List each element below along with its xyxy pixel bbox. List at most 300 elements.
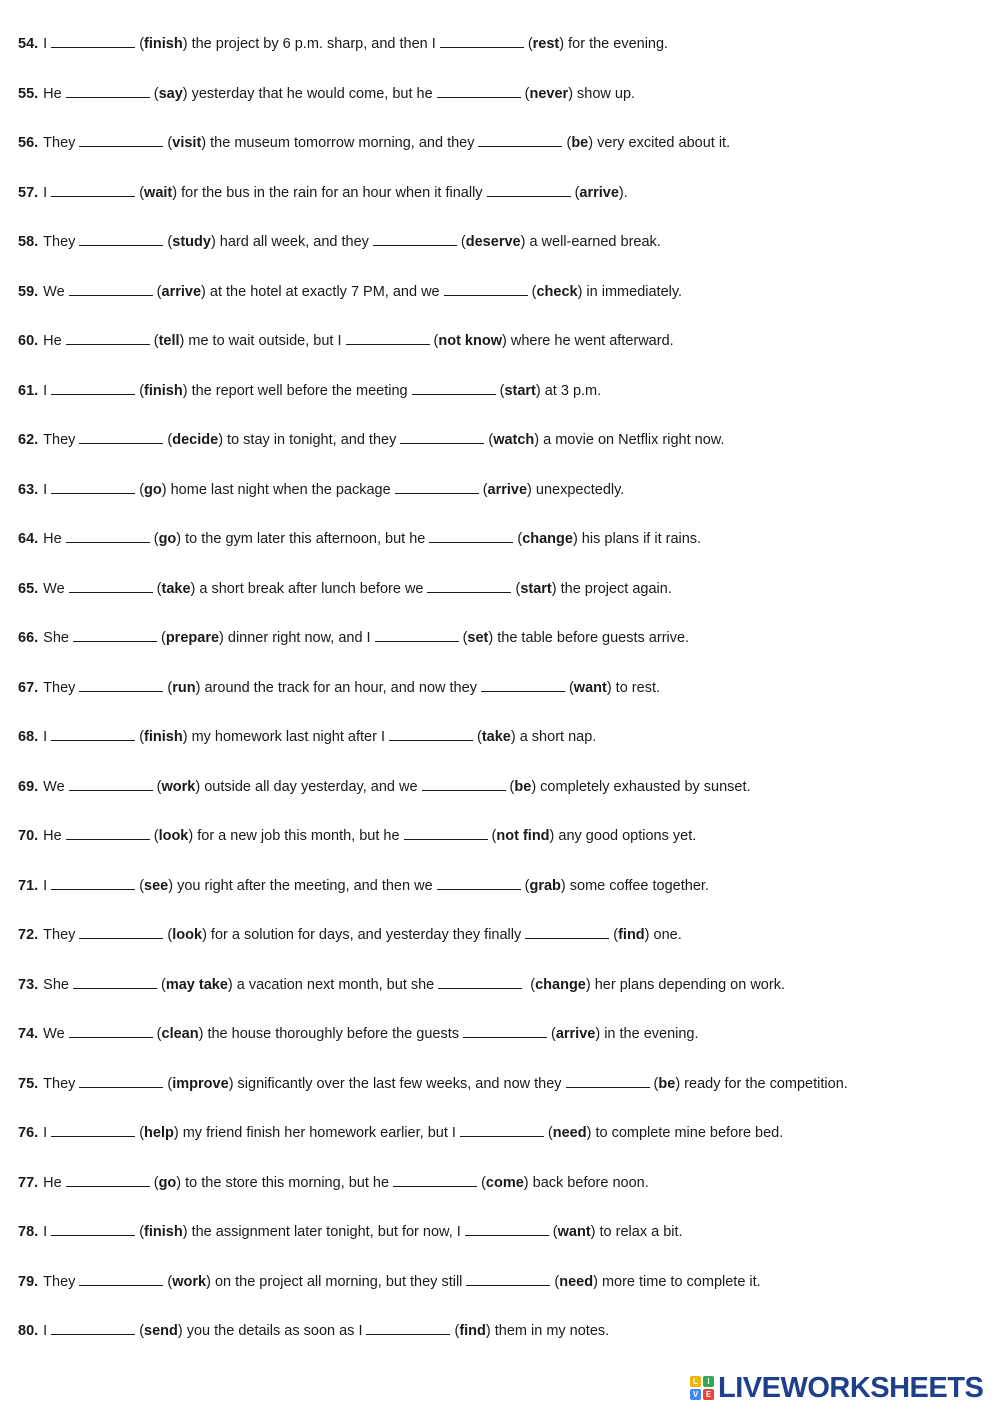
exercise-item xyxy=(18,874,709,898)
sentence-text: ) the house thoroughly before the guests xyxy=(198,1026,459,1042)
sentence-text: ) yesterday that he would come, but he xyxy=(182,85,433,102)
sentence-text: ) me to wait outside, but I xyxy=(179,333,342,349)
sentence-text: ( xyxy=(156,778,162,795)
sentence-text: ) the table before guests arrive. xyxy=(488,630,690,646)
exercise-number: 79. xyxy=(18,1273,39,1290)
exercise-item xyxy=(18,1270,761,1294)
logo-mark-letter: I xyxy=(703,1376,714,1387)
verb-hint: start xyxy=(504,382,536,399)
sentence-text: ( xyxy=(574,184,580,201)
answer-blank-2[interactable] xyxy=(444,281,528,296)
sentence-text: ( xyxy=(167,234,173,250)
sentence-text: ) home last night when the package xyxy=(161,481,391,498)
exercise-number: 62. xyxy=(18,432,39,448)
answer-blank-1[interactable] xyxy=(79,1073,163,1088)
sentence-text: ). xyxy=(618,184,628,201)
exercise-number: 66. xyxy=(18,630,39,646)
exercise-number: 60. xyxy=(18,333,39,349)
answer-blank-1[interactable] xyxy=(79,1271,163,1286)
sentence-text: He xyxy=(43,531,62,547)
sentence-text: ) dinner right now, and I xyxy=(219,630,371,646)
sentence-text: ( xyxy=(554,1273,560,1290)
verb-hint: start xyxy=(520,580,552,597)
exercise-item xyxy=(18,1022,699,1046)
sentence-text: ) completely exhausted by sunset. xyxy=(531,778,751,795)
verb-hint: not know xyxy=(438,333,502,349)
exercise-item xyxy=(18,1171,649,1195)
exercise-number: 63. xyxy=(18,481,39,498)
answer-blank-2[interactable] xyxy=(422,776,506,791)
answer-blank-1[interactable] xyxy=(51,479,135,494)
answer-blank-1[interactable] xyxy=(69,1023,153,1038)
sentence-text: ( xyxy=(167,135,173,151)
sentence-text: He xyxy=(43,828,62,844)
sentence-text: ( xyxy=(526,976,536,993)
verb-hint: rest xyxy=(532,36,560,52)
answer-blank-1[interactable] xyxy=(51,182,135,197)
exercise-item xyxy=(18,1220,683,1244)
sentence-text: ( xyxy=(482,481,488,498)
sentence-text: ) at 3 p.m. xyxy=(535,382,602,399)
sentence-text: ( xyxy=(531,283,537,300)
sentence-text: They xyxy=(43,432,76,448)
answer-blank-1[interactable] xyxy=(51,33,135,48)
sentence-text: ( xyxy=(454,1323,460,1339)
exercise-item xyxy=(18,379,601,403)
sentence-text: We xyxy=(43,580,65,597)
verb-hint: help xyxy=(144,1125,174,1141)
liveworksheets-logo xyxy=(690,1372,983,1404)
sentence-text: ( xyxy=(499,382,505,399)
sentence-text: ( xyxy=(515,580,521,597)
verb-hint: take xyxy=(481,729,511,745)
verb-hint: deserve xyxy=(465,234,521,250)
sentence-text: ( xyxy=(156,580,162,597)
sentence-text: ( xyxy=(153,333,159,349)
exercise-item xyxy=(18,676,660,700)
exercise-item xyxy=(18,32,668,56)
exercise-number: 73. xyxy=(18,976,39,993)
verb-hint: work xyxy=(161,778,196,795)
exercise-number: 65. xyxy=(18,580,39,597)
exercise-item xyxy=(18,923,682,947)
verb-hint: study xyxy=(172,234,211,250)
sentence-text: ( xyxy=(139,36,145,52)
answer-blank-1[interactable] xyxy=(79,231,163,246)
answer-blank-2[interactable] xyxy=(395,479,479,494)
verb-hint: not find xyxy=(496,828,550,844)
sentence-text: I xyxy=(43,729,48,745)
verb-hint: look xyxy=(172,927,203,943)
answer-blank-2[interactable] xyxy=(465,1221,549,1236)
sentence-text: ) outside all day yesterday, and we xyxy=(195,778,418,795)
sentence-text: ) show up. xyxy=(568,85,636,102)
sentence-text: ) a vacation next month, but she xyxy=(227,976,435,993)
exercise-item xyxy=(18,82,635,106)
sentence-text: ) a short nap. xyxy=(510,729,597,745)
verb-hint: never xyxy=(529,85,569,102)
sentence-text: ) in immediately. xyxy=(577,283,683,300)
verb-hint: come xyxy=(485,1174,524,1191)
sentence-text: ) unexpectedly. xyxy=(527,481,625,498)
answer-blank-2[interactable] xyxy=(440,33,524,48)
verb-hint: take xyxy=(161,580,191,597)
answer-blank-1[interactable] xyxy=(66,825,150,840)
verb-hint: be xyxy=(571,135,589,151)
sentence-text: ) to the store this morning, but he xyxy=(176,1174,390,1191)
answer-blank-1[interactable] xyxy=(51,875,135,890)
sentence-text: ) you right after the meeting, and then we xyxy=(168,877,433,894)
verb-hint: go xyxy=(158,531,177,547)
verb-hint: arrive xyxy=(579,184,619,201)
answer-blank-2[interactable] xyxy=(389,726,473,741)
exercise-item xyxy=(18,280,682,304)
sentence-text: I xyxy=(43,1323,48,1339)
verb-hint: set xyxy=(467,630,489,646)
sentence-text: ) for the evening. xyxy=(559,36,669,52)
sentence-text: They xyxy=(43,927,76,943)
sentence-text: ( xyxy=(160,976,166,993)
sentence-text: ( xyxy=(139,729,145,745)
answer-blank-2[interactable] xyxy=(481,677,565,692)
sentence-text: ) a movie on Netflix right now. xyxy=(534,432,725,448)
verb-hint: go xyxy=(144,481,162,498)
sentence-text: ( xyxy=(488,432,494,448)
verb-hint: visit xyxy=(172,135,202,151)
sentence-text: ) ready for the competition. xyxy=(675,1075,848,1092)
exercise-number: 71. xyxy=(18,877,39,894)
exercise-number: 74. xyxy=(18,1026,39,1042)
exercise-item xyxy=(18,1121,783,1145)
verb-hint: change xyxy=(535,976,586,993)
answer-blank-2[interactable] xyxy=(478,132,562,147)
verb-hint: tell xyxy=(158,333,180,349)
verb-hint: improve xyxy=(172,1075,229,1092)
sentence-text: ) the project by 6 p.m. sharp, and then I xyxy=(182,36,436,52)
sentence-text: ( xyxy=(547,1125,553,1141)
exercise-number: 57. xyxy=(18,184,39,201)
sentence-text: ( xyxy=(153,531,159,547)
sentence-text: ) significantly over the last few weeks, and now they xyxy=(228,1075,562,1092)
sentence-text: ) very excited about it. xyxy=(588,135,731,151)
answer-blank-1[interactable] xyxy=(69,578,153,593)
sentence-text: We xyxy=(43,1026,65,1042)
answer-blank-2[interactable] xyxy=(437,83,521,98)
verb-hint: finish xyxy=(144,36,183,52)
sentence-text: ) a short break after lunch before we xyxy=(190,580,424,597)
verb-hint: clean xyxy=(161,1026,199,1042)
sentence-text: ) the project again. xyxy=(551,580,672,597)
verb-hint: run xyxy=(172,679,196,696)
sentence-text: ( xyxy=(167,927,173,943)
sentence-text: ) to stay in tonight, and they xyxy=(218,432,397,448)
sentence-text: ) where he went afterward. xyxy=(502,333,674,349)
sentence-text: ) you the details as soon as I xyxy=(177,1323,363,1339)
verb-hint: want xyxy=(557,1224,591,1240)
exercise-number: 80. xyxy=(18,1323,39,1339)
answer-blank-2[interactable] xyxy=(366,1320,450,1335)
sentence-text: ) around the track for an hour, and now they xyxy=(195,679,477,696)
sentence-text: ( xyxy=(160,630,166,646)
answer-blank-1[interactable] xyxy=(66,330,150,345)
sentence-text: ) the assignment later tonight, but for now, I xyxy=(182,1224,461,1240)
answer-blank-1[interactable] xyxy=(51,1122,135,1137)
verb-hint: finish xyxy=(144,1224,183,1240)
exercise-item xyxy=(18,626,689,650)
exercise-number: 58. xyxy=(18,234,39,250)
exercise-number: 54. xyxy=(18,36,39,52)
answer-blank-2[interactable] xyxy=(463,1023,547,1038)
sentence-text: ) the report well before the meeting xyxy=(182,382,408,399)
verb-hint: need xyxy=(559,1273,594,1290)
verb-hint: arrive xyxy=(555,1026,596,1042)
sentence-text: ) at the hotel at exactly 7 PM, and we xyxy=(201,283,440,300)
sentence-text: ( xyxy=(552,1224,558,1240)
verb-hint: send xyxy=(144,1323,178,1339)
sentence-text: ( xyxy=(527,36,533,52)
exercise-number: 75. xyxy=(18,1075,39,1092)
sentence-text: ( xyxy=(167,432,173,448)
sentence-text: ( xyxy=(167,679,173,696)
sentence-text: ( xyxy=(613,927,619,943)
verb-hint: want xyxy=(573,679,607,696)
exercise-item xyxy=(18,527,701,551)
sentence-text: ( xyxy=(139,481,145,498)
sentence-text: ( xyxy=(491,828,497,844)
sentence-text: They xyxy=(43,1075,76,1092)
exercise-number: 76. xyxy=(18,1125,39,1141)
exercise-item xyxy=(18,131,730,155)
answer-blank-1[interactable] xyxy=(51,380,135,395)
exercise-item xyxy=(18,478,624,502)
sentence-text: ) more time to complete it. xyxy=(593,1273,761,1290)
verb-hint: go xyxy=(158,1174,177,1191)
answer-blank-1[interactable] xyxy=(79,132,163,147)
verb-hint: need xyxy=(552,1125,587,1141)
sentence-text: ( xyxy=(524,877,530,894)
verb-hint: prepare xyxy=(165,630,220,646)
exercise-item xyxy=(18,1072,848,1096)
verb-hint: say xyxy=(158,85,183,102)
sentence-text: ( xyxy=(476,729,482,745)
sentence-text: ) any good options yet. xyxy=(549,828,697,844)
exercise-number: 68. xyxy=(18,729,39,745)
verb-hint: find xyxy=(618,927,645,943)
sentence-text: ) a well-earned break. xyxy=(520,234,661,250)
exercise-number: 64. xyxy=(18,531,39,547)
sentence-text: He xyxy=(43,85,62,102)
verb-hint: look xyxy=(158,828,189,844)
sentence-text: ( xyxy=(153,828,159,844)
sentence-text: ) for a new job this month, but he xyxy=(188,828,400,844)
answer-blank-2[interactable] xyxy=(412,380,496,395)
answer-blank-2[interactable] xyxy=(404,825,488,840)
sentence-text: ( xyxy=(139,877,145,894)
answer-blank-2[interactable] xyxy=(373,231,457,246)
sentence-text: I xyxy=(43,1125,48,1141)
sentence-text: ( xyxy=(153,85,159,102)
sentence-text: ( xyxy=(153,1174,159,1191)
exercise-item xyxy=(18,775,751,799)
verb-hint: work xyxy=(172,1273,207,1290)
sentence-text: ( xyxy=(167,1273,173,1290)
answer-blank-1[interactable] xyxy=(66,1172,150,1187)
sentence-text: We xyxy=(43,283,65,300)
sentence-text: ) some coffee together. xyxy=(560,877,709,894)
exercise-number: 56. xyxy=(18,135,39,151)
answer-blank-2[interactable] xyxy=(437,875,521,890)
answer-blank-2[interactable] xyxy=(438,974,522,989)
exercise-item xyxy=(18,725,596,749)
sentence-text: ) the museum tomorrow morning, and they xyxy=(201,135,475,151)
sentence-text: ) to the gym later this afternoon, but he xyxy=(176,531,426,547)
sentence-text: ( xyxy=(460,234,466,250)
verb-hint: may take xyxy=(165,976,228,993)
answer-blank-2[interactable] xyxy=(375,627,459,642)
answer-blank-1[interactable] xyxy=(69,776,153,791)
exercise-item xyxy=(18,230,661,254)
exercise-item xyxy=(18,1319,609,1343)
answer-blank-1[interactable] xyxy=(69,281,153,296)
sentence-text: I xyxy=(43,36,48,52)
sentence-text: We xyxy=(43,778,65,795)
sentence-text: ) for the bus in the rain for an hour when it finally xyxy=(172,184,483,201)
sentence-text: ) to complete mine before bed. xyxy=(586,1125,784,1141)
sentence-text: ( xyxy=(524,85,530,102)
sentence-text: ) to rest. xyxy=(606,679,661,696)
answer-blank-2[interactable] xyxy=(487,182,571,197)
sentence-text: ) for a solution for days, and yesterday they finally xyxy=(202,927,522,943)
exercise-number: 61. xyxy=(18,382,39,399)
verb-hint: change xyxy=(522,531,573,547)
verb-hint: finish xyxy=(144,729,183,745)
answer-blank-2[interactable] xyxy=(346,330,430,345)
exercise-number: 78. xyxy=(18,1224,39,1240)
answer-blank-1[interactable] xyxy=(73,974,157,989)
exercise-item xyxy=(18,181,628,205)
verb-hint: be xyxy=(658,1075,676,1092)
sentence-text: I xyxy=(43,184,48,201)
sentence-text: ( xyxy=(509,778,515,795)
sentence-text: ( xyxy=(156,283,162,300)
exercise-item xyxy=(18,577,672,601)
sentence-text: They xyxy=(43,135,76,151)
sentence-text: ( xyxy=(653,1075,659,1092)
brand-name: LIVEWORKSHEETS xyxy=(718,1371,984,1404)
exercise-item xyxy=(18,824,696,848)
sentence-text: ( xyxy=(167,1075,173,1092)
answer-blank-1[interactable] xyxy=(73,627,157,642)
answer-blank-2[interactable] xyxy=(429,528,513,543)
exercise-number: 55. xyxy=(18,85,39,102)
sentence-text: ) them in my notes. xyxy=(485,1323,610,1339)
answer-blank-1[interactable] xyxy=(79,924,163,939)
answer-blank-2[interactable] xyxy=(466,1271,550,1286)
sentence-text: She xyxy=(43,976,69,993)
verb-hint: be xyxy=(514,778,532,795)
sentence-text: ( xyxy=(568,679,574,696)
sentence-text: ( xyxy=(550,1026,556,1042)
sentence-text: ( xyxy=(462,630,468,646)
answer-blank-1[interactable] xyxy=(51,1320,135,1335)
verb-hint: wait xyxy=(144,184,173,201)
sentence-text: ( xyxy=(566,135,572,151)
exercise-number: 77. xyxy=(18,1174,39,1191)
answer-blank-2[interactable] xyxy=(393,1172,477,1187)
exercise-number: 67. xyxy=(18,679,39,696)
verb-hint: check xyxy=(536,283,578,300)
logo-mark-letter: L xyxy=(690,1376,701,1387)
verb-hint: find xyxy=(459,1323,486,1339)
sentence-text: ) her plans depending on work. xyxy=(585,976,785,993)
sentence-text: ) to relax a bit. xyxy=(590,1224,683,1240)
sentence-text: ) one. xyxy=(644,927,682,943)
sentence-text: He xyxy=(43,1174,62,1191)
sentence-text: ( xyxy=(481,1174,486,1191)
sentence-text: ) my friend finish her homework earlier, but I xyxy=(173,1125,456,1141)
sentence-text: ( xyxy=(433,333,439,349)
sentence-text: ( xyxy=(139,382,145,399)
answer-blank-1[interactable] xyxy=(66,83,150,98)
logo-mark-letter: E xyxy=(703,1389,714,1400)
sentence-text: ( xyxy=(139,1125,145,1141)
exercise-number: 59. xyxy=(18,283,39,300)
answer-blank-2[interactable] xyxy=(400,429,484,444)
answer-blank-1[interactable] xyxy=(51,1221,135,1236)
sentence-text: ) on the project all morning, but they still xyxy=(206,1273,463,1290)
exercise-item xyxy=(18,428,724,452)
sentence-text: ( xyxy=(156,1026,162,1042)
sentence-text: He xyxy=(43,333,62,349)
sentence-text: ) back before noon. xyxy=(523,1174,649,1191)
verb-hint: arrive xyxy=(487,481,528,498)
answer-blank-1[interactable] xyxy=(51,726,135,741)
sentence-text: She xyxy=(43,630,69,646)
sentence-text: They xyxy=(43,234,76,250)
verb-hint: see xyxy=(144,877,169,894)
answer-blank-1[interactable] xyxy=(79,677,163,692)
verb-hint: grab xyxy=(529,877,561,894)
sentence-text: ) in the evening. xyxy=(595,1026,699,1042)
answer-blank-2[interactable] xyxy=(566,1073,650,1088)
exercise-number: 72. xyxy=(18,927,39,943)
answer-blank-1[interactable] xyxy=(66,528,150,543)
sentence-text: ( xyxy=(139,1323,145,1339)
verb-hint: watch xyxy=(493,432,535,448)
answer-blank-1[interactable] xyxy=(79,429,163,444)
answer-blank-2[interactable] xyxy=(525,924,609,939)
verb-hint: decide xyxy=(172,432,219,448)
verb-hint: arrive xyxy=(161,283,202,300)
sentence-text: ) my homework last night after I xyxy=(182,729,385,745)
exercise-item xyxy=(18,973,785,997)
sentence-text: ) his plans if it rains. xyxy=(572,531,702,547)
exercise-item xyxy=(18,329,674,353)
sentence-text: ( xyxy=(517,531,523,547)
sentence-text: ( xyxy=(139,1224,145,1240)
sentence-text: They xyxy=(43,679,76,696)
sentence-text: I xyxy=(43,1224,48,1240)
sentence-text: ) hard all week, and they xyxy=(210,234,369,250)
liveworksheets-logo-icon xyxy=(690,1376,714,1400)
sentence-text: I xyxy=(43,382,48,399)
answer-blank-2[interactable] xyxy=(460,1122,544,1137)
answer-blank-2[interactable] xyxy=(427,578,511,593)
sentence-text: I xyxy=(43,481,48,498)
sentence-text: They xyxy=(43,1273,76,1290)
logo-mark-letter: V xyxy=(690,1389,701,1400)
sentence-text: ( xyxy=(139,184,145,201)
